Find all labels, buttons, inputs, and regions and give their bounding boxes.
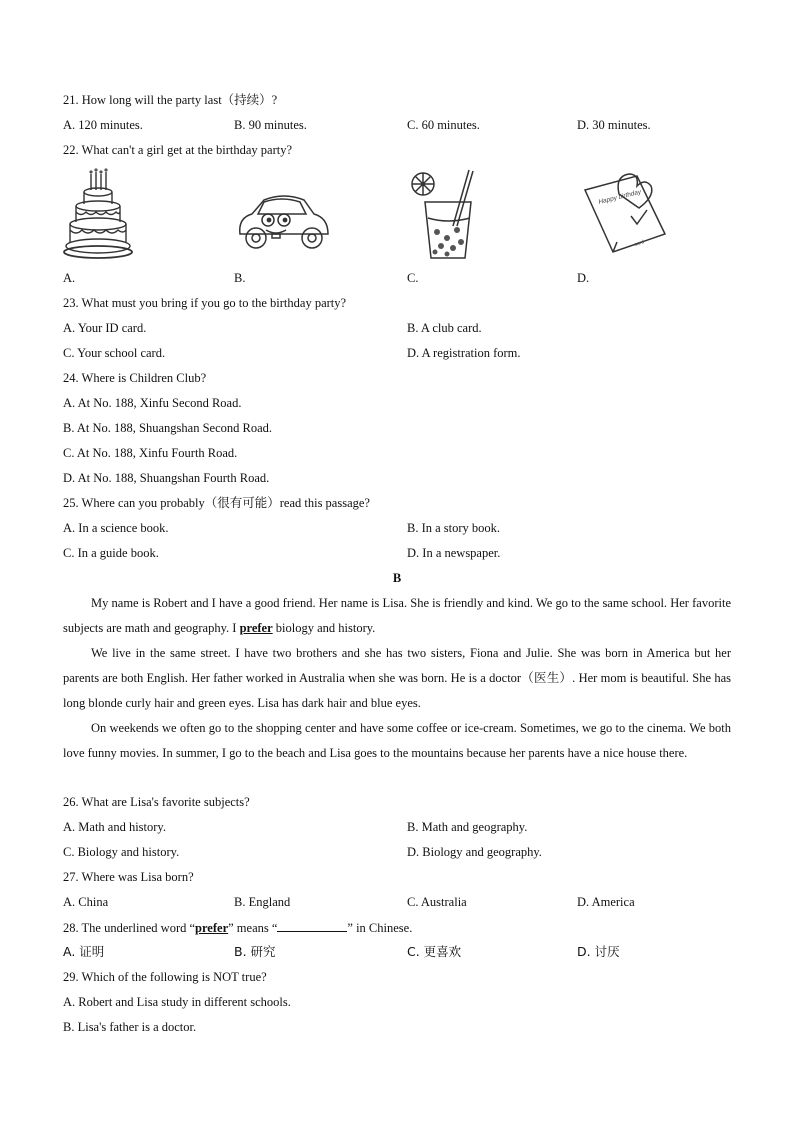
option-c[interactable]: C. 60 minutes. xyxy=(407,118,480,132)
option-d[interactable]: D. America xyxy=(577,895,635,909)
question-28-stem-mid: ” means “ xyxy=(228,921,278,935)
question-26-options-row1 xyxy=(63,819,731,835)
question-28-stem-end: ” in Chinese. xyxy=(347,921,413,935)
option-d[interactable]: D. At No. 188, Shuangshan Fourth Road. xyxy=(63,471,270,485)
option-d[interactable]: D. In a newspaper. xyxy=(407,546,501,560)
option-b[interactable]: B. In a story book. xyxy=(407,521,501,535)
question-22-options xyxy=(63,270,731,286)
card-greeting: Happy birthday xyxy=(597,188,642,206)
question-26-options-row2 xyxy=(63,844,731,860)
option-c[interactable]: C. xyxy=(407,271,419,285)
question-21-stem: 21. How long will the party last（持续）? xyxy=(63,93,278,107)
option-d[interactable]: D. 讨厌 xyxy=(577,944,620,959)
question-27-stem: 27. Where was Lisa born? xyxy=(63,870,194,884)
answer-blank xyxy=(277,919,347,932)
question-22-stem: 22. What can't a girl get at the birthday party? xyxy=(63,143,293,157)
paragraph-1-end: biology and history. xyxy=(272,621,376,635)
option-d[interactable]: D. 30 minutes. xyxy=(577,118,651,132)
option-a[interactable]: A. At No. 188, Xinfu Second Road. xyxy=(63,396,242,410)
card-label: card xyxy=(633,239,645,248)
option-b[interactable]: B. England xyxy=(234,895,291,909)
option-b[interactable]: B. Lisa's father is a doctor. xyxy=(63,1020,197,1034)
option-a[interactable]: A. Robert and Lisa study in different schools. xyxy=(63,995,291,1009)
question-23-stem: 23. What must you bring if you go to the birthday party? xyxy=(63,296,347,310)
question-28-stem-start: 28. The underlined word “ xyxy=(63,921,196,935)
question-29-stem: 29. Which of the following is NOT true? xyxy=(63,970,267,984)
cake-icon xyxy=(63,166,161,264)
option-c[interactable]: C. Biology and history. xyxy=(63,845,180,859)
question-28-options xyxy=(63,944,731,960)
section-b-title: B xyxy=(392,571,402,585)
option-d[interactable]: D. A registration form. xyxy=(407,346,521,360)
underlined-word: prefer xyxy=(239,621,273,635)
option-a[interactable]: A. Your ID card. xyxy=(63,321,147,335)
option-c[interactable]: C. In a guide book. xyxy=(63,546,159,560)
question-25-stem: 25. Where can you probably（很有可能）read this passage? xyxy=(63,496,370,510)
option-b[interactable]: B. A club card. xyxy=(407,321,482,335)
underlined-word: prefer xyxy=(195,921,229,935)
option-a[interactable]: A. 120 minutes. xyxy=(63,118,143,132)
question-26-stem: 26. What are Lisa's favorite subjects? xyxy=(63,795,250,809)
passage-paragraph-1 xyxy=(63,591,731,641)
option-a[interactable]: A. China xyxy=(63,895,109,909)
option-c[interactable]: C. At No. 188, Xinfu Fourth Road. xyxy=(63,446,238,460)
question-28-stem xyxy=(63,919,412,936)
question-25-options-row2 xyxy=(63,545,731,561)
passage-paragraph-2: We live in the same street. I have two brothers and she has two sisters, Fiona and Julie. She was born in America but her parents are both English. Her father worked in Australia when she was born. He is a doctor（医生）. Her mom is beautiful. She has long blonde curly hair and green eyes. Lisa has dark hair and blue eyes. xyxy=(63,646,731,710)
option-b[interactable]: B. xyxy=(234,271,246,285)
option-b[interactable]: B. Math and geography. xyxy=(407,820,528,834)
question-25-options-row1 xyxy=(63,520,731,536)
paragraph-1-text: My name is Robert and I have a good friend. Her name is Lisa. She is friendly and kind. We go to the same school. Her favorite subjects are math and geography. I xyxy=(63,596,731,635)
option-c[interactable]: C. Your school card. xyxy=(63,346,166,360)
question-21-options xyxy=(63,117,731,133)
option-a[interactable]: A. In a science book. xyxy=(63,521,169,535)
question-23-options-row2 xyxy=(63,345,731,361)
question-24-stem: 24. Where is Children Club? xyxy=(63,371,207,385)
toy-car-icon xyxy=(234,166,332,264)
option-a[interactable]: A. Math and history. xyxy=(63,820,166,834)
option-b[interactable]: B. 90 minutes. xyxy=(234,118,307,132)
option-a[interactable]: A. xyxy=(63,271,76,285)
birthday-card-icon xyxy=(577,166,675,264)
option-b[interactable]: B. At No. 188, Shuangshan Second Road. xyxy=(63,421,273,435)
option-b[interactable]: B. 研究 xyxy=(234,944,276,959)
question-27-options xyxy=(63,894,731,910)
question-23-options-row1 xyxy=(63,320,731,336)
option-d[interactable]: D. xyxy=(577,271,590,285)
option-c[interactable]: C. 更喜欢 xyxy=(407,944,462,959)
option-a[interactable]: A. 证明 xyxy=(63,944,105,959)
option-c[interactable]: C. Australia xyxy=(407,895,467,909)
passage-paragraph-3: On weekends we often go to the shopping center and have some coffee or ice-cream. Sometimes, we go to the cinema. We both love funny movies. In summer, I go to the beach and Lisa goes to the mountains because her parents have a nice house there. xyxy=(63,721,731,760)
drink-icon xyxy=(407,166,505,264)
option-d[interactable]: D. Biology and geography. xyxy=(407,845,542,859)
